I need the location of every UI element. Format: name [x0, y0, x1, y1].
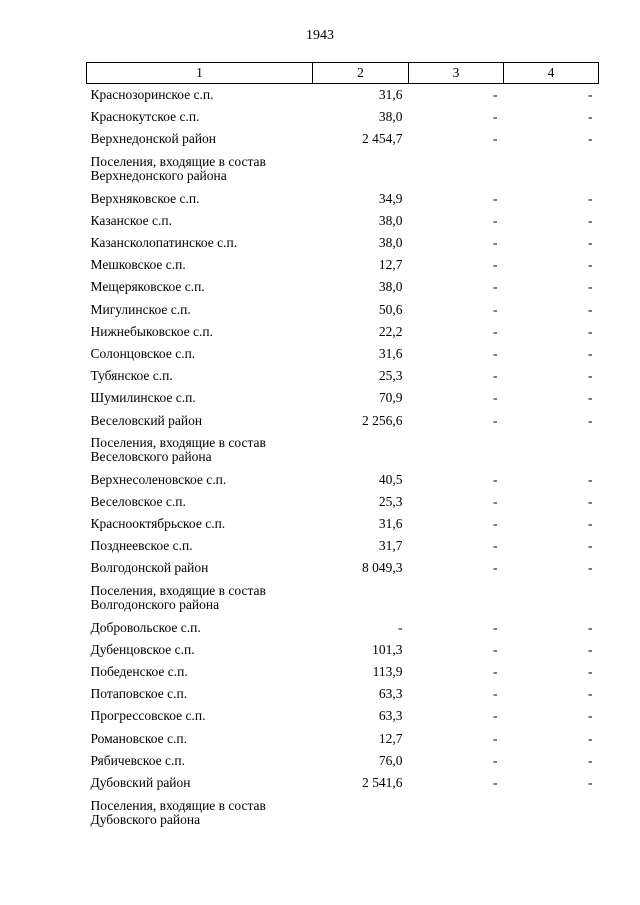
cell-name: Тубянское с.п.: [90, 368, 173, 384]
table-row: [87, 210, 599, 232]
cell-col3: -: [493, 345, 498, 361]
table-group-header-row: [87, 580, 599, 617]
cell-col2: 38,0: [378, 235, 403, 251]
cell-col3: -: [493, 190, 498, 206]
cell-name: Верхнесоленовское с.п.: [90, 471, 227, 487]
cell-col3: -: [493, 708, 498, 724]
cell-col2: 50,6: [378, 301, 403, 317]
cell-col2: 12,7: [378, 730, 403, 746]
cell-name: Солонцовское с.п.: [90, 345, 196, 361]
cell-col4: -: [588, 109, 593, 125]
column-header-2: 2: [313, 63, 409, 84]
table-row: [87, 728, 599, 750]
cell-col4: [504, 151, 599, 188]
cell-col2: 25,3: [378, 368, 403, 384]
cell-col3: -: [493, 493, 498, 509]
table-row: [87, 343, 599, 365]
cell-name: Веселовский район: [90, 412, 203, 428]
table-row: [87, 232, 599, 254]
table-row: [87, 299, 599, 321]
cell-col3: -: [493, 471, 498, 487]
cell-col4: -: [588, 190, 593, 206]
cell-col4: -: [588, 493, 593, 509]
cell-col4: -: [588, 301, 593, 317]
table-row: [87, 321, 599, 343]
table-row: [87, 409, 599, 431]
cell-name: Казансколопатинское с.п.: [90, 235, 238, 251]
table-row: [87, 469, 599, 491]
page-number: 1943: [306, 28, 334, 43]
cell-col4: -: [588, 664, 593, 680]
cell-col3: -: [493, 619, 498, 635]
cell-col4: -: [588, 235, 593, 251]
table-row: [87, 365, 599, 387]
cell-name: Рябичевское с.п.: [90, 752, 185, 768]
cell-col2: 22,2: [378, 323, 403, 339]
cell-col4: -: [588, 619, 593, 635]
cell-name: Шумилинское с.п.: [90, 390, 196, 406]
cell-col3: -: [493, 412, 498, 428]
cell-col4: -: [588, 131, 593, 147]
cell-name: Волгодонской район: [90, 560, 209, 576]
cell-col2: -: [398, 619, 403, 635]
table-group-header-row: [87, 794, 599, 831]
cell-col3: -: [493, 641, 498, 657]
cell-col4: -: [588, 516, 593, 532]
table-row: [87, 128, 599, 150]
cell-name: Дубовский район: [90, 774, 191, 790]
cell-col2: 38,0: [378, 212, 403, 228]
cell-col4: -: [588, 345, 593, 361]
column-header-3: 3: [409, 63, 504, 84]
cell-col3: -: [493, 87, 498, 103]
cell-col3: -: [493, 323, 498, 339]
cell-col3: -: [493, 774, 498, 790]
cell-col4: -: [588, 641, 593, 657]
cell-col4: -: [588, 212, 593, 228]
cell-col2: 40,5: [378, 471, 403, 487]
cell-name: Мешковское с.п.: [90, 257, 186, 273]
cell-col4: -: [588, 323, 593, 339]
cell-col3: [409, 151, 504, 188]
cell-col4: [504, 580, 599, 617]
cell-col4: -: [588, 471, 593, 487]
cell-name: Победенское с.п.: [90, 664, 188, 680]
cell-col2: 63,3: [378, 686, 403, 702]
cell-col3: -: [493, 752, 498, 768]
cell-name: Верхнедонской район: [90, 131, 217, 147]
table-row: [87, 617, 599, 639]
table-row: [87, 557, 599, 579]
cell-col2: 2 541,6: [362, 774, 403, 790]
cell-name: Дубенцовское с.п.: [90, 641, 195, 657]
cell-col2: 25,3: [378, 493, 403, 509]
cell-name: Краснокутское с.п.: [90, 109, 200, 125]
column-header-1: 1: [87, 63, 313, 84]
table-row: [87, 661, 599, 683]
cell-col3: -: [493, 109, 498, 125]
cell-name: Нижнебыковское с.п.: [90, 323, 213, 339]
cell-name: Верхняковское с.п.: [90, 190, 200, 206]
cell-col2: 2 454,7: [362, 131, 403, 147]
table-group-header-row: [87, 432, 599, 469]
cell-col2: 34,9: [378, 190, 403, 206]
cell-col2: 31,6: [378, 345, 403, 361]
cell-col2: 12,7: [378, 257, 403, 273]
table-row: [87, 772, 599, 794]
cell-name: Мещеряковское с.п.: [90, 279, 205, 295]
cell-col3: -: [493, 131, 498, 147]
cell-name: Поселения, входящие в состав Дубовского района: [90, 797, 266, 827]
cell-col4: -: [588, 87, 593, 103]
cell-col4: -: [588, 390, 593, 406]
cell-name: Поселения, входящие в состав Волгодонского района: [90, 583, 266, 613]
cell-name: Краснооктябрьское с.п.: [90, 516, 226, 532]
table-row: [87, 513, 599, 535]
cell-name: Романовское с.п.: [90, 730, 187, 746]
cell-name: Мигулинское с.п.: [90, 301, 191, 317]
cell-col2: 70,9: [378, 390, 403, 406]
cell-col4: [504, 794, 599, 831]
cell-col2: 101,3: [372, 641, 403, 657]
table-row: [87, 84, 599, 107]
cell-name: Казанское с.п.: [90, 212, 172, 228]
table-row: [87, 387, 599, 409]
table-group-header-row: [87, 151, 599, 188]
cell-col2: 38,0: [378, 279, 403, 295]
cell-col4: -: [588, 752, 593, 768]
cell-col4: -: [588, 774, 593, 790]
cell-col3: -: [493, 368, 498, 384]
cell-col3: [409, 432, 504, 469]
cell-col2: [313, 794, 409, 831]
table-header: [87, 63, 599, 84]
cell-col4: -: [588, 560, 593, 576]
cell-col2: 38,0: [378, 109, 403, 125]
cell-col4: -: [588, 730, 593, 746]
column-header-4: 4: [504, 63, 599, 84]
cell-name: Краснозоринское с.п.: [90, 87, 214, 103]
table-row: [87, 705, 599, 727]
cell-name: Поселения, входящие в состав Веселовского района: [90, 435, 266, 465]
cell-col3: -: [493, 212, 498, 228]
cell-col3: -: [493, 390, 498, 406]
cell-col2: 113,9: [372, 664, 403, 680]
cell-col3: -: [493, 279, 498, 295]
cell-col2: 63,3: [378, 708, 403, 724]
cell-col4: -: [588, 368, 593, 384]
table-row: [87, 188, 599, 210]
cell-col4: -: [588, 686, 593, 702]
cell-col2: [313, 432, 409, 469]
cell-col4: [504, 432, 599, 469]
table-row: [87, 254, 599, 276]
cell-col3: -: [493, 235, 498, 251]
cell-name: Позднеевское с.п.: [90, 538, 193, 554]
cell-col4: -: [588, 708, 593, 724]
table-row: [87, 535, 599, 557]
cell-col3: -: [493, 730, 498, 746]
cell-col3: [409, 580, 504, 617]
table-row: [87, 750, 599, 772]
cell-col3: -: [493, 516, 498, 532]
cell-name: Прогрессовское с.п.: [90, 708, 206, 724]
table-body: [87, 84, 599, 832]
cell-name: Веселовское с.п.: [90, 493, 186, 509]
cell-col2: 2 256,6: [362, 412, 403, 428]
cell-col3: -: [493, 257, 498, 273]
cell-col4: -: [588, 279, 593, 295]
cell-col2: 31,6: [378, 516, 403, 532]
cell-name: Поселения, входящие в состав Верхнедонского района: [90, 154, 266, 184]
table-row: [87, 683, 599, 705]
cell-col3: -: [493, 538, 498, 554]
cell-name: Добровольское с.п.: [90, 619, 201, 635]
cell-col3: -: [493, 686, 498, 702]
cell-col4: -: [588, 538, 593, 554]
cell-name: Потаповское с.п.: [90, 686, 188, 702]
table-row: [87, 106, 599, 128]
cell-col2: 31,7: [378, 538, 403, 554]
cell-col2: 8 049,3: [362, 560, 403, 576]
table-row: [87, 276, 599, 298]
cell-col4: -: [588, 412, 593, 428]
cell-col3: [409, 794, 504, 831]
cell-col3: -: [493, 664, 498, 680]
cell-col2: [313, 580, 409, 617]
table-row: [87, 491, 599, 513]
cell-col3: -: [493, 301, 498, 317]
table-row: [87, 639, 599, 661]
cell-col4: -: [588, 257, 593, 273]
cell-col2: 31,6: [378, 87, 403, 103]
cell-col3: -: [493, 560, 498, 576]
data-table: [86, 62, 599, 831]
cell-col2: [313, 151, 409, 188]
cell-col2: 76,0: [378, 752, 403, 768]
